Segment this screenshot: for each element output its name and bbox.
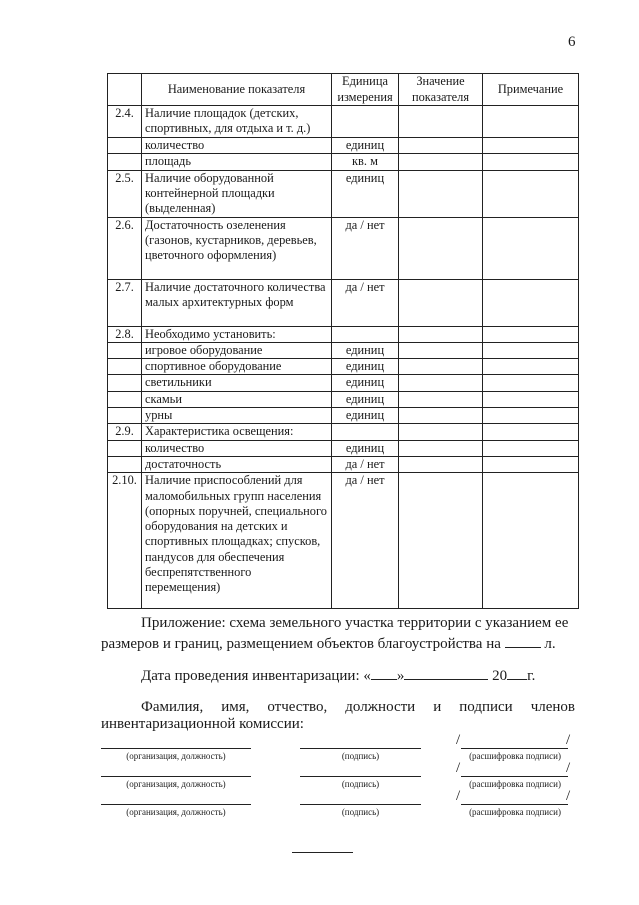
decode-caption: (расшифровка подписи) <box>469 807 561 817</box>
table-row <box>108 375 579 391</box>
row-note-cell[interactable] <box>483 342 579 358</box>
decode-slash-left: / <box>456 788 461 804</box>
row-indicator-name: спортивное оборудование <box>142 359 332 375</box>
signature-caption: (подпись) <box>341 807 380 817</box>
commission-word: подписи <box>459 699 513 715</box>
row-number <box>108 359 142 375</box>
table-row <box>108 473 579 609</box>
table-header-row <box>108 74 579 106</box>
inventory-date-year-prefix: 20 <box>492 668 508 684</box>
table-row <box>108 359 579 375</box>
inventory-table <box>107 73 579 609</box>
row-indicator-name: Необходимо установить: <box>142 326 332 342</box>
row-number <box>108 440 142 456</box>
appendix-line-2 <box>101 633 556 654</box>
table-row <box>108 456 579 472</box>
decode-slash-right: / <box>566 788 571 804</box>
table-row <box>108 154 579 170</box>
row-indicator-name: Наличие приспособлений для маломобильных групп населения (опорных поручней, специального оборудования на детских и спортивных площадках; спусков, пандусов для обеспечения беспрепятственного перемещения) <box>142 473 332 609</box>
table-row <box>108 391 579 407</box>
row-unit: да / нет <box>332 456 399 472</box>
row-note-cell[interactable] <box>483 424 579 440</box>
row-value-cell[interactable] <box>399 170 483 217</box>
row-number: 2.7. <box>108 279 142 326</box>
appendix-line-2-suffix: л. <box>544 636 556 652</box>
row-indicator-name: Наличие достаточного количества малых архитектурных форм <box>142 279 332 326</box>
row-value-cell[interactable] <box>399 424 483 440</box>
decode-line[interactable] <box>461 776 568 777</box>
commission-word: и <box>433 699 442 715</box>
row-indicator-name: количество <box>142 138 332 154</box>
row-value-cell[interactable] <box>399 375 483 391</box>
decode-line[interactable] <box>461 804 568 805</box>
row-note-cell[interactable] <box>483 279 579 326</box>
inventory-date-quote: » <box>396 668 405 684</box>
row-number <box>108 391 142 407</box>
row-number <box>108 408 142 424</box>
row-note-cell[interactable] <box>483 473 579 609</box>
row-note-cell[interactable] <box>483 456 579 472</box>
header-value: Значение показателя <box>399 74 483 106</box>
row-value-cell[interactable] <box>399 106 483 138</box>
bottom-divider <box>292 852 353 853</box>
header-number <box>108 74 142 106</box>
org-position-line[interactable] <box>101 748 251 749</box>
row-unit <box>332 106 399 138</box>
decode-line[interactable] <box>461 748 568 749</box>
row-note-cell[interactable] <box>483 217 579 279</box>
table-row <box>108 342 579 358</box>
row-unit: да / нет <box>332 473 399 609</box>
row-note-cell[interactable] <box>483 106 579 138</box>
signature-line[interactable] <box>300 748 421 749</box>
inventory-date-suffix: г. <box>527 668 536 684</box>
row-note-cell[interactable] <box>483 391 579 407</box>
row-number: 2.4. <box>108 106 142 138</box>
row-indicator-name: Характеристика освещения: <box>142 424 332 440</box>
date-month-field[interactable] <box>404 665 488 680</box>
row-unit: кв. м <box>332 154 399 170</box>
commission-word: должности <box>345 699 416 715</box>
commission-word: отчество, <box>267 699 328 715</box>
table-row <box>108 424 579 440</box>
appendix-line-2-text: размеров и границ, размещением объектов благоустройства на <box>101 636 501 652</box>
inventory-date-line <box>141 665 535 686</box>
row-note-cell[interactable] <box>483 138 579 154</box>
signature-caption: (подпись) <box>341 779 380 789</box>
row-note-cell[interactable] <box>483 408 579 424</box>
row-indicator-name: светильники <box>142 375 332 391</box>
row-number: 2.10. <box>108 473 142 609</box>
decode-slash-right: / <box>566 760 571 776</box>
row-indicator-name: площадь <box>142 154 332 170</box>
org-position-line[interactable] <box>101 804 251 805</box>
date-day-field[interactable] <box>371 665 397 680</box>
row-note-cell[interactable] <box>483 326 579 342</box>
row-value-cell[interactable] <box>399 154 483 170</box>
row-unit: да / нет <box>332 217 399 279</box>
table-row <box>108 217 579 279</box>
decode-slash-left: / <box>456 732 461 748</box>
org-position-line[interactable] <box>101 776 251 777</box>
commission-word: членов <box>530 699 575 715</box>
table-row <box>108 279 579 326</box>
row-unit: единиц <box>332 138 399 154</box>
commission-word: Фамилия, <box>141 699 204 715</box>
row-value-cell[interactable] <box>399 408 483 424</box>
row-note-cell[interactable] <box>483 170 579 217</box>
row-indicator-name: количество <box>142 440 332 456</box>
row-number <box>108 154 142 170</box>
row-indicator-name: Достаточность озеленения (газонов, кустарников, деревьев, цветочного оформления) <box>142 217 332 279</box>
row-value-cell[interactable] <box>399 391 483 407</box>
signature-caption: (подпись) <box>341 751 380 761</box>
row-note-cell[interactable] <box>483 359 579 375</box>
org-position-caption: (организация, должность) <box>126 779 226 789</box>
row-value-cell[interactable] <box>399 326 483 342</box>
row-unit: единиц <box>332 408 399 424</box>
row-unit: единиц <box>332 170 399 217</box>
inventory-date-label: Дата проведения инвентаризации: « <box>141 668 371 684</box>
decode-caption: (расшифровка подписи) <box>469 751 561 761</box>
table-row <box>108 408 579 424</box>
sheets-count-field[interactable] <box>505 633 541 648</box>
decode-slash-right: / <box>566 732 571 748</box>
row-indicator-name: достаточность <box>142 456 332 472</box>
row-number <box>108 375 142 391</box>
row-indicator-name: урны <box>142 408 332 424</box>
appendix-line-1: Приложение: схема земельного участка территории с указанием ее <box>141 615 569 631</box>
commission-line-2: инвентаризационной комиссии: <box>101 716 304 732</box>
table-row <box>108 326 579 342</box>
row-note-cell[interactable] <box>483 440 579 456</box>
row-number <box>108 456 142 472</box>
row-value-cell[interactable] <box>399 359 483 375</box>
row-value-cell[interactable] <box>399 342 483 358</box>
table-body <box>108 106 579 609</box>
commission-word: имя, <box>221 699 250 715</box>
row-number <box>108 342 142 358</box>
decode-slash-left: / <box>456 760 461 776</box>
row-value-cell[interactable] <box>399 440 483 456</box>
row-value-cell[interactable] <box>399 279 483 326</box>
row-number: 2.8. <box>108 326 142 342</box>
row-value-cell[interactable] <box>399 473 483 609</box>
row-note-cell[interactable] <box>483 154 579 170</box>
row-note-cell[interactable] <box>483 375 579 391</box>
row-value-cell[interactable] <box>399 456 483 472</box>
row-unit: единиц <box>332 375 399 391</box>
table-row <box>108 440 579 456</box>
page-number: 6 <box>568 34 576 50</box>
row-indicator-name: Наличие оборудованной контейнерной площадки (выделенная) <box>142 170 332 217</box>
signature-line[interactable] <box>300 776 421 777</box>
row-value-cell[interactable] <box>399 217 483 279</box>
row-unit: единиц <box>332 440 399 456</box>
header-indicator-name: Наименование показателя <box>142 74 332 106</box>
row-number: 2.5. <box>108 170 142 217</box>
header-note: Примечание <box>483 74 579 106</box>
table-row <box>108 170 579 217</box>
row-indicator-name: Наличие площадок (детских, спортивных, для отдыха и т. д.) <box>142 106 332 138</box>
row-unit <box>332 326 399 342</box>
org-position-caption: (организация, должность) <box>126 807 226 817</box>
row-number <box>108 138 142 154</box>
row-unit: единиц <box>332 359 399 375</box>
row-unit: единиц <box>332 391 399 407</box>
row-number: 2.6. <box>108 217 142 279</box>
date-year-field[interactable] <box>507 665 527 680</box>
row-number: 2.9. <box>108 424 142 440</box>
signature-line[interactable] <box>300 804 421 805</box>
row-indicator-name: игровое оборудование <box>142 342 332 358</box>
row-unit: единиц <box>332 342 399 358</box>
table-row <box>108 138 579 154</box>
header-unit: Единица измерения <box>332 74 399 106</box>
row-indicator-name: скамьи <box>142 391 332 407</box>
row-value-cell[interactable] <box>399 138 483 154</box>
row-unit: да / нет <box>332 279 399 326</box>
table-row <box>108 106 579 138</box>
org-position-caption: (организация, должность) <box>126 751 226 761</box>
decode-caption: (расшифровка подписи) <box>469 779 561 789</box>
row-unit <box>332 424 399 440</box>
